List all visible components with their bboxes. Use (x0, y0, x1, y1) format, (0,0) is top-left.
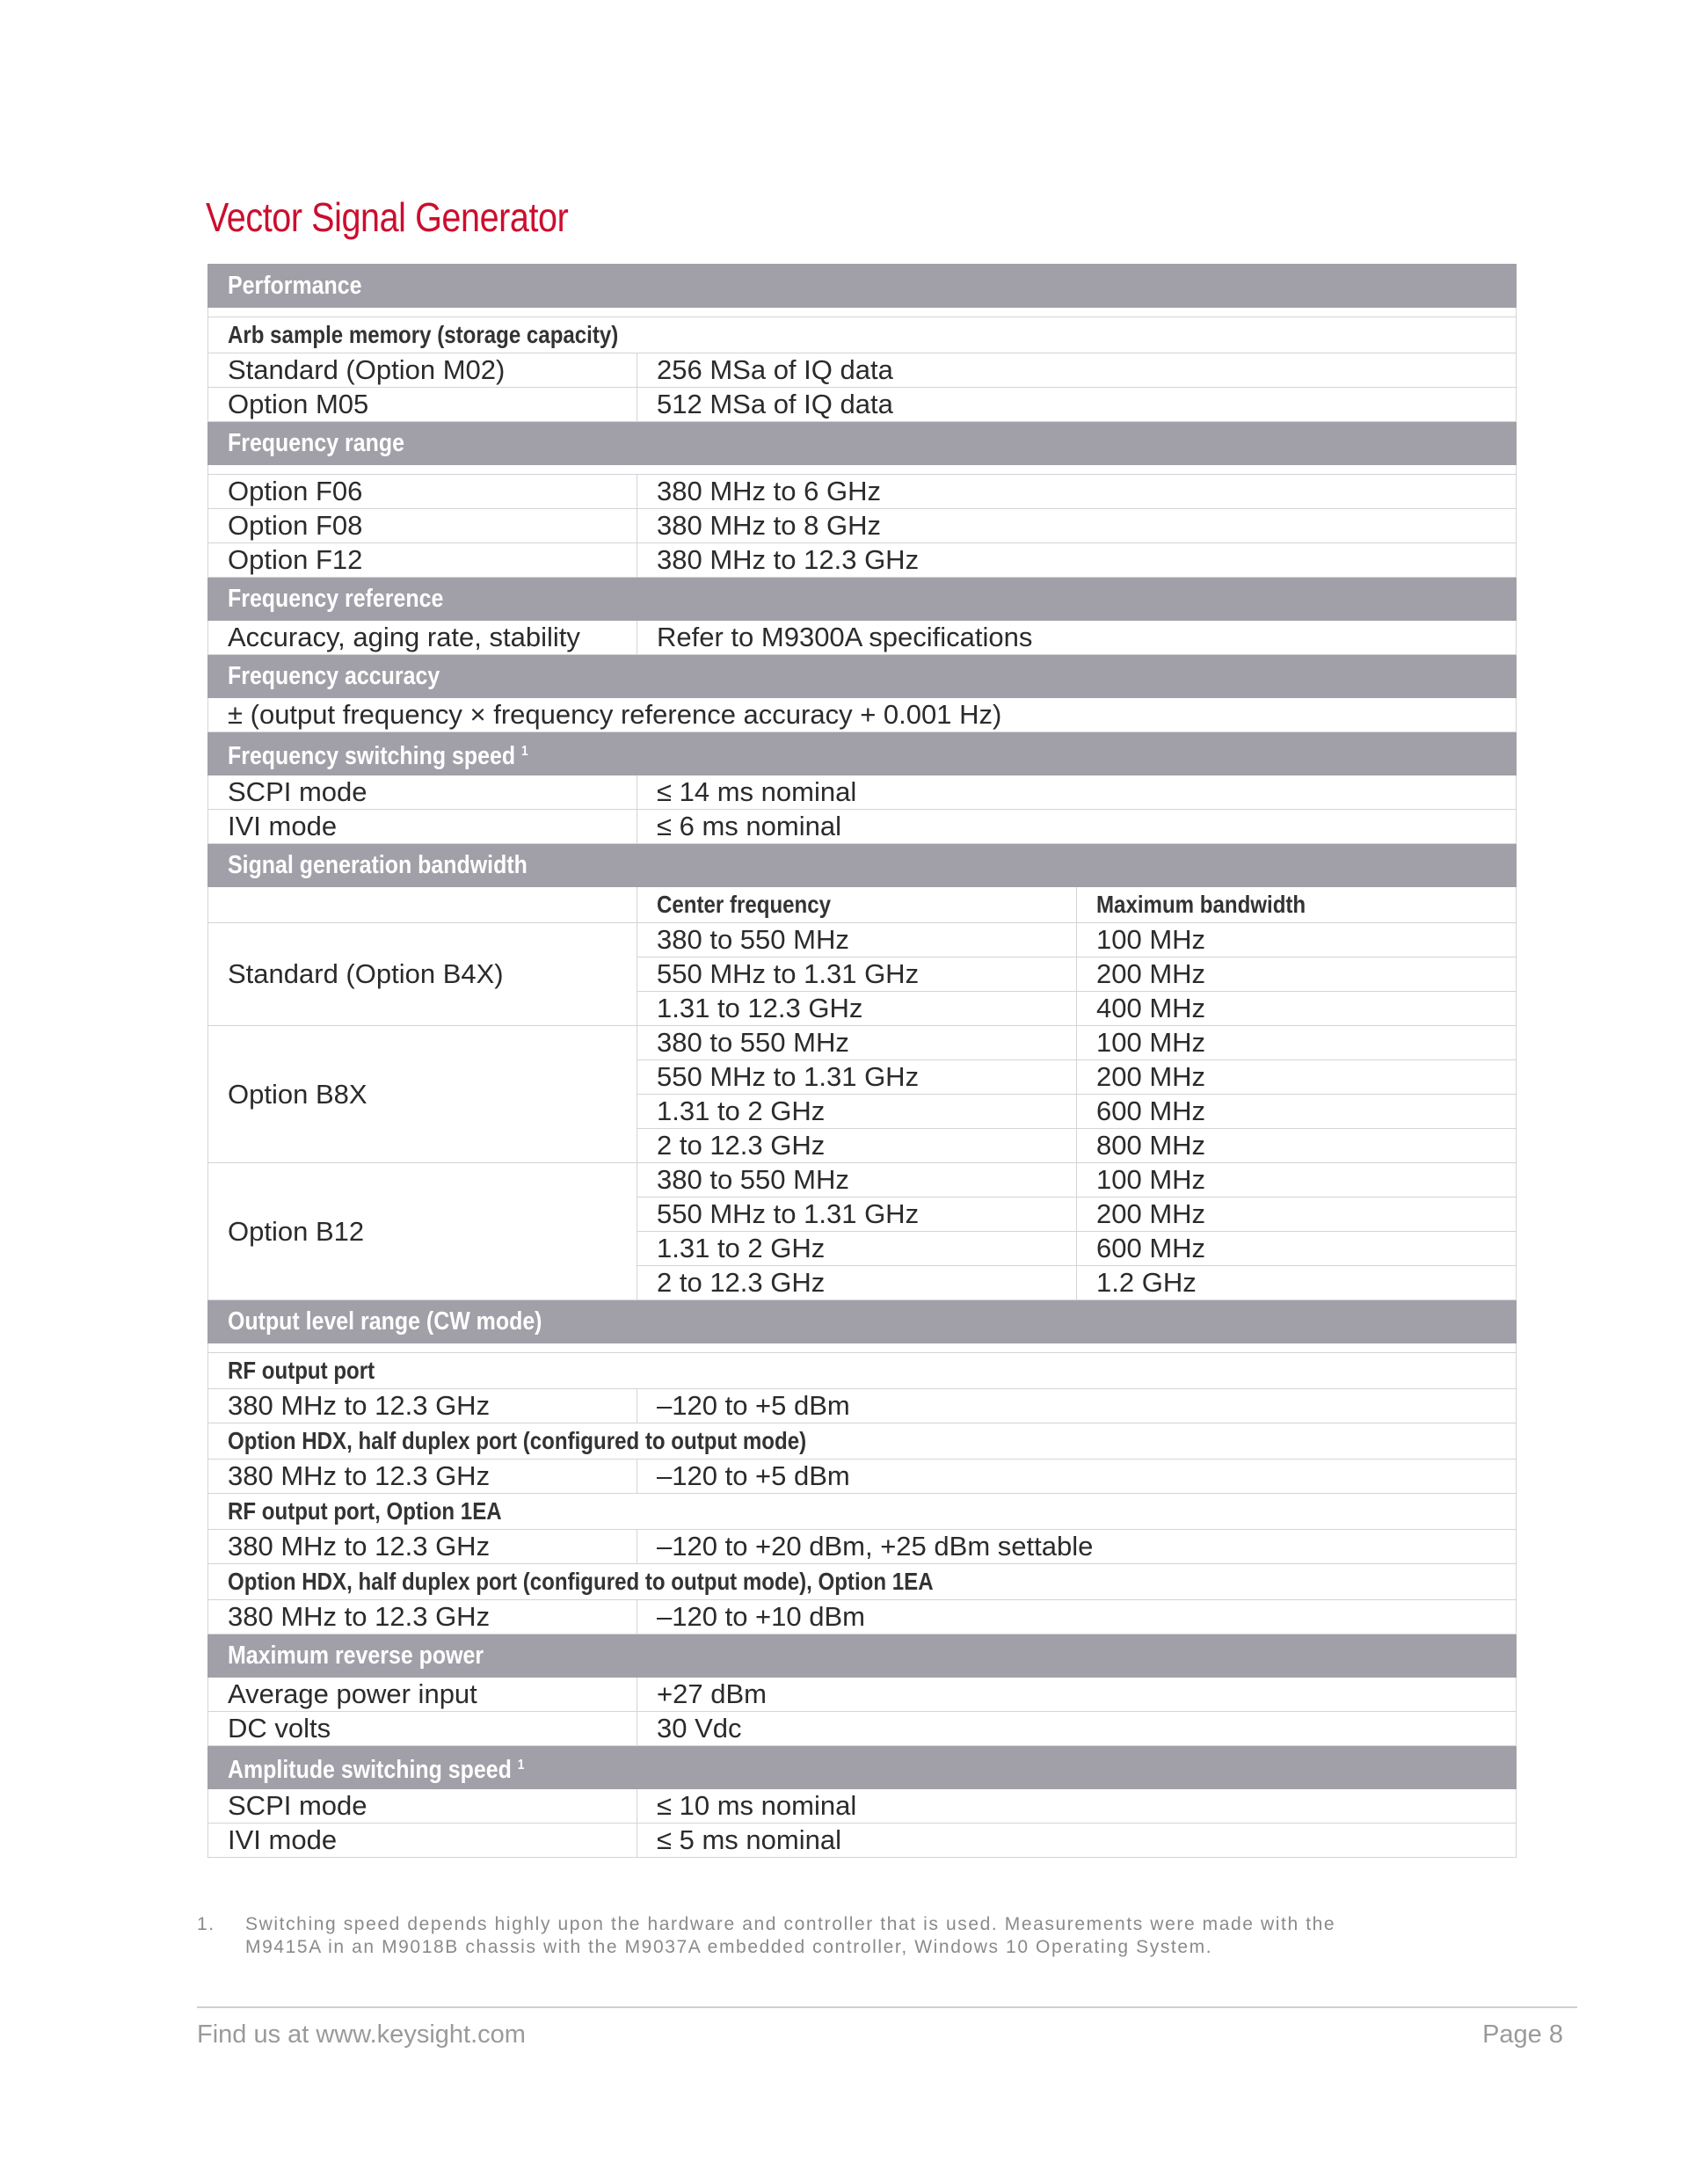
table-row: 550 MHz to 1.31 GHz 200 MHz (208, 1060, 1517, 1095)
table-row: DC volts 30 Vdc (208, 1712, 1517, 1746)
table-row: Accuracy, aging rate, stability Refer to M9300A specifications (208, 621, 1517, 655)
table-row: SCPI mode ≤ 14 ms nominal (208, 775, 1517, 810)
spec-table (207, 264, 1517, 1858)
section-header-amplitude-switching: Amplitude switching speed $^1$ (208, 1746, 1517, 1789)
table-row: ± (output frequency × frequency reference accuracy + 0.001 Hz) (208, 698, 1517, 732)
table-row: 550 MHz to 1.31 GHz 200 MHz (208, 957, 1517, 992)
footnote-ref: 1 (521, 743, 528, 759)
table-row: 1.31 to 2 GHz 600 MHz (208, 1232, 1517, 1266)
footnote-text: Switching speed depends highly upon the hardware and controller that is used. Measurements were made with the M9415A in an M9018B chassis with the M9037A embedded controller, Windows 10 Operating System. (245, 1914, 1336, 1957)
section-header-reverse-power: Maximum reverse power (208, 1634, 1517, 1678)
section-header-frequency-accuracy: Frequency accuracy (208, 655, 1517, 698)
page-number: Page 8 (1482, 2020, 1563, 2049)
bandwidth-column-headers: Center frequency Maximum bandwidth (208, 887, 1517, 923)
section-header-frequency-reference: Frequency reference (208, 578, 1517, 621)
table-row: Option M05 512 MSa of IQ data (208, 388, 1517, 422)
section-header-frequency-switching: Frequency switching speed $^1$ (208, 732, 1517, 775)
table-row: Option B12 380 to 550 MHz 100 MHz (208, 1163, 1517, 1198)
section-header-performance: Performance (208, 265, 1517, 308)
subheading-hdx-1ea: Option HDX, half duplex port (configured to output mode), Option 1EA (208, 1564, 1517, 1600)
table-row: Option F12 380 MHz to 12.3 GHz (208, 543, 1517, 578)
table-row: Option B8X 380 to 550 MHz 100 MHz (208, 1026, 1517, 1060)
table-row: 380 MHz to 12.3 GHz –120 to +10 dBm (208, 1600, 1517, 1634)
table-row: 2 to 12.3 GHz 1.2 GHz (208, 1266, 1517, 1300)
table-row: SCPI mode ≤ 10 ms nominal (208, 1789, 1517, 1824)
table-row: Standard (Option B4X) 380 to 550 MHz 100 MHz (208, 923, 1517, 957)
subheading-arb-memory: Arb sample memory (storage capacity) (208, 317, 1517, 353)
table-row: 380 MHz to 12.3 GHz –120 to +5 dBm (208, 1460, 1517, 1494)
section-header-frequency-range: Frequency range (208, 422, 1517, 465)
table-row: Option F08 380 MHz to 8 GHz (208, 509, 1517, 543)
table-row: 380 MHz to 12.3 GHz –120 to +5 dBm (208, 1389, 1517, 1423)
table-row: 1.31 to 2 GHz 600 MHz (208, 1095, 1517, 1129)
table-row: 1.31 to 12.3 GHz 400 MHz (208, 992, 1517, 1026)
bandwidth-group-label: Option B8X (208, 1026, 637, 1163)
table-row: Standard (Option M02) 256 MSa of IQ data (208, 353, 1517, 388)
section-header-bandwidth: Signal generation bandwidth (208, 844, 1517, 887)
page-title: Vector Signal Generator (206, 194, 569, 240)
footnote-number: 1. (197, 1914, 215, 1934)
bandwidth-group-label: Standard (Option B4X) (208, 923, 637, 1026)
table-row: Average power input +27 dBm (208, 1678, 1517, 1712)
bandwidth-group-label: Option B12 (208, 1163, 637, 1300)
table-row: 2 to 12.3 GHz 800 MHz (208, 1129, 1517, 1163)
table-row: Option F06 380 MHz to 6 GHz (208, 475, 1517, 509)
table-row: 380 MHz to 12.3 GHz –120 to +20 dBm, +25 dBm settable (208, 1530, 1517, 1564)
table-row: 550 MHz to 1.31 GHz 200 MHz (208, 1198, 1517, 1232)
table-row: IVI mode ≤ 5 ms nominal (208, 1824, 1517, 1858)
subheading-rf-output-1ea: RF output port, Option 1EA (208, 1494, 1517, 1530)
footer-divider (197, 2006, 1577, 2008)
footnote-ref: 1 (517, 1757, 525, 1773)
section-header-output-level: Output level range (CW mode) (208, 1300, 1517, 1343)
subheading-hdx: Option HDX, half duplex port (configured to output mode) (208, 1423, 1517, 1460)
subheading-rf-output: RF output port (208, 1353, 1517, 1389)
table-row: IVI mode ≤ 6 ms nominal (208, 810, 1517, 844)
footer-website: Find us at www.keysight.com (197, 2020, 526, 2049)
